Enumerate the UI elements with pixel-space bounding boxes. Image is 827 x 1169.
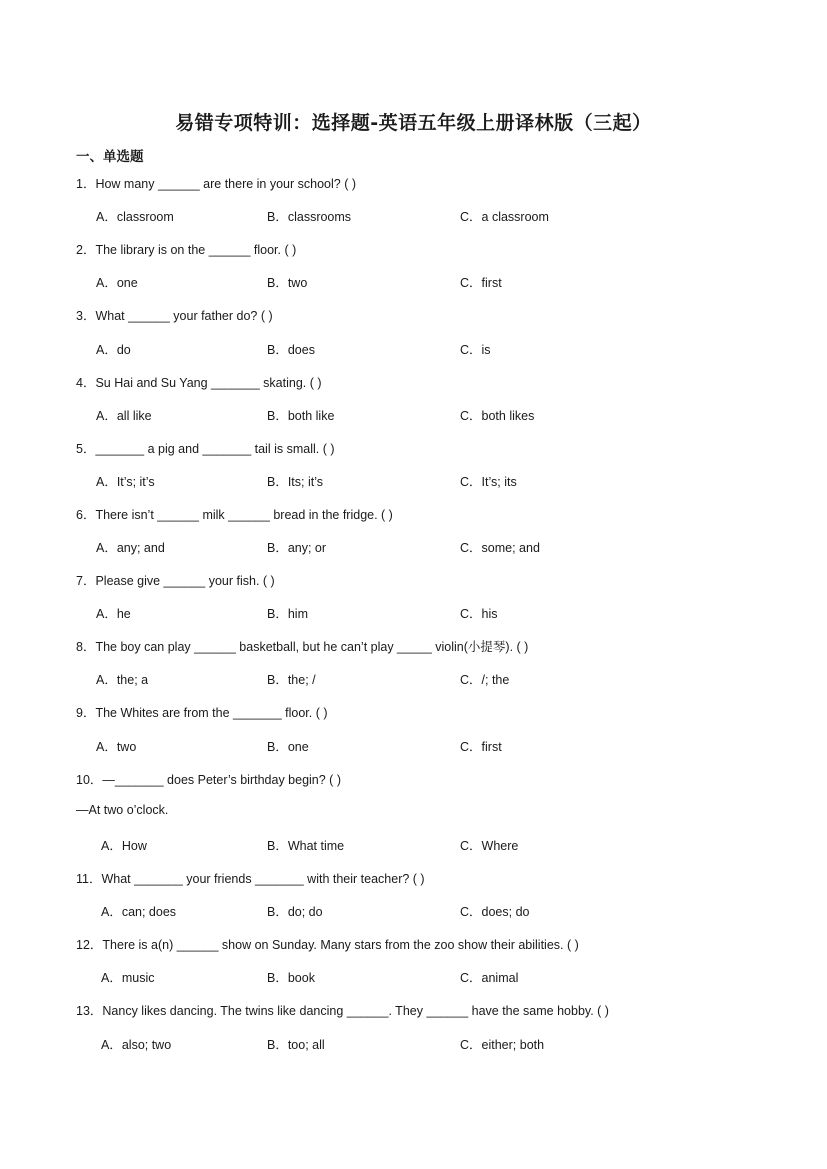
options-1 — [0, 207, 827, 225]
option-c[interactable]: C．first — [460, 740, 502, 754]
option-a[interactable]: A．the; a — [96, 673, 149, 687]
option-a[interactable]: A．all like — [96, 409, 152, 423]
option-b[interactable]: B．two — [267, 276, 308, 290]
option-a[interactable]: A．he — [96, 607, 131, 621]
option-b[interactable]: B．both like — [267, 409, 335, 423]
option-a[interactable]: A．also; two — [101, 1038, 172, 1052]
option-a[interactable]: A．can; does — [101, 905, 177, 919]
options-2 — [0, 273, 827, 291]
option-b[interactable]: B．one — [267, 740, 309, 754]
option-c[interactable]: C．It’s; its — [460, 475, 517, 489]
option-a[interactable]: A．It’s; it’s — [96, 475, 155, 489]
option-c[interactable]: C．a classroom — [460, 210, 549, 224]
option-c[interactable]: C．both likes — [460, 409, 535, 423]
options-13 — [0, 1035, 827, 1053]
options-9 — [0, 737, 827, 755]
option-b[interactable]: B．book — [267, 971, 315, 985]
option-b[interactable]: B．the; / — [267, 673, 316, 687]
question-3: 3．What ______ your father do? ( ) — [76, 309, 273, 323]
question-1: 1．How many ______ are there in your school? ( ) — [76, 177, 357, 191]
option-b[interactable]: B．him — [267, 607, 308, 621]
document-title: 易错专项特训：选择题-英语五年级上册译林版（三起） — [175, 112, 652, 134]
option-c[interactable]: C．first — [460, 276, 502, 290]
section-heading: 一、单选题 — [76, 149, 144, 165]
option-c[interactable]: C．does; do — [460, 905, 530, 919]
options-5 — [0, 472, 827, 490]
options-6 — [0, 538, 827, 556]
option-b[interactable]: B．does — [267, 343, 315, 357]
options-10 — [0, 836, 827, 854]
options-3 — [0, 340, 827, 358]
option-a[interactable]: A．any; and — [96, 541, 165, 555]
option-c[interactable]: C．his — [460, 607, 498, 621]
options-8 — [0, 670, 827, 688]
option-a[interactable]: A．How — [101, 839, 147, 853]
question-12: 12．There is a(n) ______ show on Sunday. Many stars from the zoo show their abilities. ( ) — [76, 938, 579, 952]
option-c[interactable]: C．is — [460, 343, 491, 357]
options-11 — [0, 902, 827, 920]
option-c[interactable]: C．/; the — [460, 673, 510, 687]
option-a[interactable]: A．two — [96, 740, 137, 754]
option-b[interactable]: B．any; or — [267, 541, 327, 555]
question-5: 5．_______ a pig and _______ tail is small. ( ) — [76, 442, 335, 456]
question-9: 9．The Whites are from the _______ floor. ( ) — [76, 706, 328, 720]
question-13: 13．Nancy likes dancing. The twins like dancing ______. They ______ have the same hobby. ( ) — [76, 1004, 609, 1018]
question-2: 2．The library is on the ______ floor. ( ) — [76, 243, 297, 257]
option-b[interactable]: B．Its; it’s — [267, 475, 324, 489]
option-c[interactable]: C．Where — [460, 839, 519, 853]
option-b[interactable]: B．do; do — [267, 905, 323, 919]
question-8: 8．The boy can play ______ basketball, but he can’t play _____ violin(小提琴). ( ) — [76, 640, 529, 654]
option-a[interactable]: A．one — [96, 276, 138, 290]
option-a[interactable]: A．classroom — [96, 210, 174, 224]
question-11: 11．What _______ your friends _______ with their teacher? ( ) — [76, 872, 425, 886]
question-10: 10．—_______ does Peter’s birthday begin? ( ) — [76, 773, 341, 787]
question-6: 6．There isn’t ______ milk ______ bread in the fridge. ( ) — [76, 508, 393, 522]
options-4 — [0, 406, 827, 424]
option-b[interactable]: B．too; all — [267, 1038, 325, 1052]
question-4: 4．Su Hai and Su Yang _______ skating. ( ) — [76, 376, 322, 390]
option-c[interactable]: C．animal — [460, 971, 519, 985]
options-12 — [0, 968, 827, 986]
option-c[interactable]: C．some; and — [460, 541, 540, 555]
option-a[interactable]: A．music — [101, 971, 155, 985]
options-7 — [0, 604, 827, 622]
option-a[interactable]: A．do — [96, 343, 131, 357]
question-7: 7．Please give ______ your fish. ( ) — [76, 574, 275, 588]
option-b[interactable]: B．classrooms — [267, 210, 352, 224]
option-c[interactable]: C．either; both — [460, 1038, 545, 1052]
option-b[interactable]: B．What time — [267, 839, 345, 853]
dialogue-answer: —At two o’clock. — [76, 803, 169, 817]
